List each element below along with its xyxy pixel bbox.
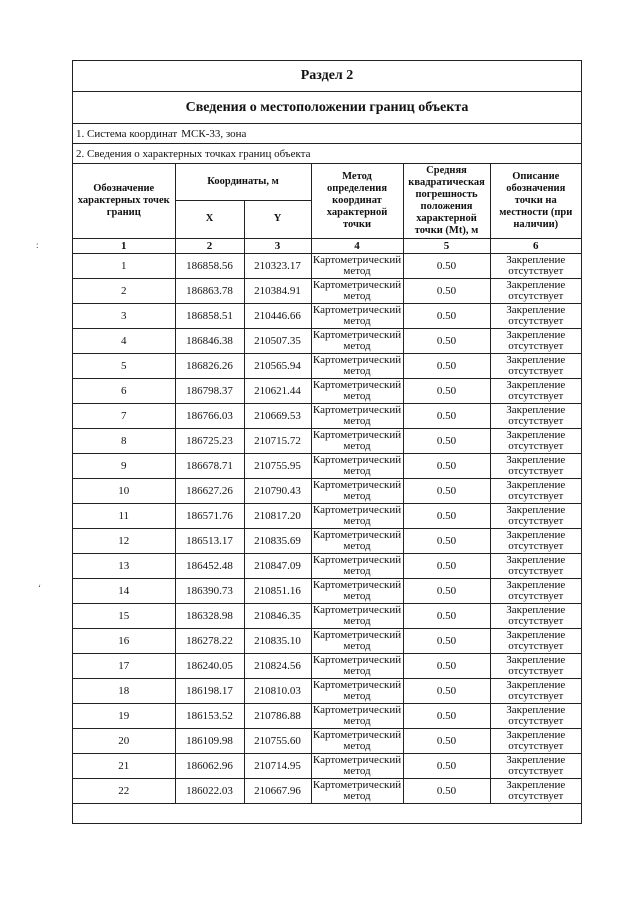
table-row — [73, 428, 581, 453]
y-coordinate-cell: 210851.16 — [244, 578, 311, 603]
header-description: Описание обозначения точки на местности (при наличии) — [490, 164, 581, 238]
point-number-cell: 13 — [73, 553, 175, 578]
description-cell: Закрепление отсутствует — [490, 728, 581, 753]
point-number-cell: 8 — [73, 428, 175, 453]
error-cell: 0.50 — [403, 703, 490, 728]
point-number-cell: 19 — [73, 703, 175, 728]
description-cell: Закрепление отсутствует — [490, 253, 581, 278]
x-coordinate-cell: 186022.03 — [175, 778, 244, 803]
error-cell: 0.50 — [403, 628, 490, 653]
method-cell: Картометрический метод — [312, 428, 402, 452]
point-number-cell: 12 — [73, 528, 175, 553]
y-coordinate-cell: 210835.69 — [244, 528, 311, 553]
point-number-cell: 9 — [73, 453, 175, 478]
point-number-cell: 22 — [73, 778, 175, 803]
x-coordinate-cell: 186109.98 — [175, 728, 244, 753]
point-number-cell: 6 — [73, 378, 175, 403]
point-number-cell: 14 — [73, 578, 175, 603]
column-number: 3 — [244, 238, 311, 253]
table-row — [73, 278, 581, 303]
point-number-cell: 17 — [73, 653, 175, 678]
description-cell: Закрепление отсутствует — [490, 628, 581, 653]
method-cell: Картометрический метод — [312, 378, 402, 402]
method-cell: Картометрический метод — [312, 503, 402, 527]
table-row — [73, 703, 581, 728]
column-number: 4 — [311, 238, 403, 253]
table-row — [73, 453, 581, 478]
scan-mark: ‘ — [38, 583, 41, 593]
error-cell: 0.50 — [403, 403, 490, 428]
method-cell: Картометрический метод — [312, 253, 402, 277]
description-cell: Закрепление отсутствует — [490, 378, 581, 403]
method-cell: Картометрический метод — [312, 728, 402, 752]
document-heading: Сведения о местоположении границ объекта — [73, 92, 581, 124]
column-numbers-row — [73, 238, 581, 253]
point-number-cell: 3 — [73, 303, 175, 328]
method-cell: Картометрический метод — [312, 753, 402, 777]
x-coordinate-cell: 186390.73 — [175, 578, 244, 603]
method-cell: Картометрический метод — [312, 678, 402, 702]
table-row — [73, 503, 581, 528]
x-coordinate-cell: 186198.17 — [175, 678, 244, 703]
x-coordinate-cell: 186571.76 — [175, 503, 244, 528]
header-coordinates: Координаты, м — [175, 164, 311, 200]
point-number-cell: 11 — [73, 503, 175, 528]
x-coordinate-cell: 186826.26 — [175, 353, 244, 378]
table-body — [73, 253, 581, 803]
method-cell: Картометрический метод — [312, 578, 402, 602]
point-number-cell: 2 — [73, 278, 175, 303]
table-row — [73, 528, 581, 553]
description-cell: Закрепление отсутствует — [490, 303, 581, 328]
point-number-cell: 16 — [73, 628, 175, 653]
description-cell: Закрепление отсутствует — [490, 328, 581, 353]
x-coordinate-cell: 186766.03 — [175, 403, 244, 428]
boundary-points-table — [73, 164, 581, 804]
table-row — [73, 678, 581, 703]
y-coordinate-cell: 210835.10 — [244, 628, 311, 653]
coordinate-system-label: 1. Система координат — [76, 127, 178, 140]
y-coordinate-cell: 210565.94 — [244, 353, 311, 378]
error-cell: 0.50 — [403, 453, 490, 478]
method-cell: Картометрический метод — [312, 453, 402, 477]
y-coordinate-cell: 210384.91 — [244, 278, 311, 303]
description-cell: Закрепление отсутствует — [490, 428, 581, 453]
points-info-line: 2. Сведения о характерных точках границ объекта — [73, 144, 581, 164]
description-cell: Закрепление отсутствует — [490, 553, 581, 578]
y-coordinate-cell: 210669.53 — [244, 403, 311, 428]
scan-mark: : — [36, 240, 39, 250]
x-coordinate-cell: 186452.48 — [175, 553, 244, 578]
error-cell: 0.50 — [403, 653, 490, 678]
table-row — [73, 653, 581, 678]
error-cell: 0.50 — [403, 278, 490, 303]
y-coordinate-cell: 210817.20 — [244, 503, 311, 528]
column-number: 1 — [73, 238, 175, 253]
y-coordinate-cell: 210846.35 — [244, 603, 311, 628]
description-cell: Закрепление отсутствует — [490, 403, 581, 428]
description-cell: Закрепление отсутствует — [490, 478, 581, 503]
y-coordinate-cell: 210824.56 — [244, 653, 311, 678]
x-coordinate-cell: 186798.37 — [175, 378, 244, 403]
point-number-cell: 20 — [73, 728, 175, 753]
x-coordinate-cell: 186513.17 — [175, 528, 244, 553]
table-row — [73, 578, 581, 603]
table-row — [73, 303, 581, 328]
method-cell: Картометрический метод — [312, 328, 402, 352]
y-coordinate-cell: 210715.72 — [244, 428, 311, 453]
y-coordinate-cell: 210714.95 — [244, 753, 311, 778]
section-title: Раздел 2 — [73, 61, 581, 92]
y-coordinate-cell: 210323.17 — [244, 253, 311, 278]
method-cell: Картометрический метод — [312, 553, 402, 577]
point-number-cell: 4 — [73, 328, 175, 353]
error-cell: 0.50 — [403, 253, 490, 278]
method-cell: Картометрический метод — [312, 353, 402, 377]
y-coordinate-cell: 210667.96 — [244, 778, 311, 803]
error-cell: 0.50 — [403, 478, 490, 503]
table-row — [73, 628, 581, 653]
header-error: Средняя квадратическая погрешность положения характерной точки (Mt), м — [403, 164, 490, 238]
error-cell: 0.50 — [403, 778, 490, 803]
error-cell: 0.50 — [403, 753, 490, 778]
column-number: 2 — [175, 238, 244, 253]
x-coordinate-cell: 186627.26 — [175, 478, 244, 503]
error-cell: 0.50 — [403, 728, 490, 753]
table-row — [73, 753, 581, 778]
column-number: 6 — [490, 238, 581, 253]
x-coordinate-cell: 186725.23 — [175, 428, 244, 453]
error-cell: 0.50 — [403, 328, 490, 353]
y-coordinate-cell: 210507.35 — [244, 328, 311, 353]
table-row — [73, 328, 581, 353]
coordinate-system-line — [73, 124, 581, 144]
method-cell: Картометрический метод — [312, 303, 402, 327]
table-row — [73, 253, 581, 278]
error-cell: 0.50 — [403, 528, 490, 553]
x-coordinate-cell: 186863.78 — [175, 278, 244, 303]
point-number-cell: 5 — [73, 353, 175, 378]
y-coordinate-cell: 210621.44 — [244, 378, 311, 403]
y-coordinate-cell: 210810.03 — [244, 678, 311, 703]
description-cell: Закрепление отсутствует — [490, 503, 581, 528]
y-coordinate-cell: 210847.09 — [244, 553, 311, 578]
x-coordinate-cell: 186153.52 — [175, 703, 244, 728]
x-coordinate-cell: 186858.56 — [175, 253, 244, 278]
method-cell: Картометрический метод — [312, 628, 402, 652]
header-x: X — [175, 200, 244, 238]
table-row — [73, 728, 581, 753]
error-cell: 0.50 — [403, 678, 490, 703]
error-cell: 0.50 — [403, 428, 490, 453]
description-cell: Закрепление отсутствует — [490, 578, 581, 603]
table-row — [73, 553, 581, 578]
header-point: Обозначение характерных точек границ — [73, 164, 175, 238]
error-cell: 0.50 — [403, 303, 490, 328]
point-number-cell: 1 — [73, 253, 175, 278]
x-coordinate-cell: 186328.98 — [175, 603, 244, 628]
x-coordinate-cell: 186062.96 — [175, 753, 244, 778]
coordinate-system-value: МСК-33, зона — [181, 127, 247, 140]
y-coordinate-cell: 210786.88 — [244, 703, 311, 728]
method-cell: Картометрический метод — [312, 778, 402, 802]
error-cell: 0.50 — [403, 503, 490, 528]
point-number-cell: 18 — [73, 678, 175, 703]
method-cell: Картометрический метод — [312, 603, 402, 627]
x-coordinate-cell: 186846.38 — [175, 328, 244, 353]
description-cell: Закрепление отсутствует — [490, 753, 581, 778]
table-row — [73, 778, 581, 803]
document-frame — [72, 60, 582, 824]
description-cell: Закрепление отсутствует — [490, 778, 581, 803]
description-cell: Закрепление отсутствует — [490, 653, 581, 678]
error-cell: 0.50 — [403, 553, 490, 578]
method-cell: Картометрический метод — [312, 703, 402, 727]
method-cell: Картометрический метод — [312, 653, 402, 677]
error-cell: 0.50 — [403, 353, 490, 378]
method-cell: Картометрический метод — [312, 278, 402, 302]
point-number-cell: 10 — [73, 478, 175, 503]
description-cell: Закрепление отсутствует — [490, 603, 581, 628]
y-coordinate-cell: 210790.43 — [244, 478, 311, 503]
method-cell: Картометрический метод — [312, 478, 402, 502]
header-y: Y — [244, 200, 311, 238]
point-number-cell: 7 — [73, 403, 175, 428]
error-cell: 0.50 — [403, 603, 490, 628]
error-cell: 0.50 — [403, 378, 490, 403]
method-cell: Картометрический метод — [312, 528, 402, 552]
error-cell: 0.50 — [403, 578, 490, 603]
description-cell: Закрепление отсутствует — [490, 278, 581, 303]
x-coordinate-cell: 186278.22 — [175, 628, 244, 653]
method-cell: Картометрический метод — [312, 403, 402, 427]
table-row — [73, 378, 581, 403]
description-cell: Закрепление отсутствует — [490, 353, 581, 378]
table-row — [73, 353, 581, 378]
point-number-cell: 15 — [73, 603, 175, 628]
table-row — [73, 478, 581, 503]
table-row — [73, 603, 581, 628]
table-row — [73, 403, 581, 428]
x-coordinate-cell: 186240.05 — [175, 653, 244, 678]
header-method: Метод определения координат характерной точки — [311, 164, 403, 238]
x-coordinate-cell: 186678.71 — [175, 453, 244, 478]
description-cell: Закрепление отсутствует — [490, 703, 581, 728]
description-cell: Закрепление отсутствует — [490, 528, 581, 553]
y-coordinate-cell: 210755.95 — [244, 453, 311, 478]
y-coordinate-cell: 210755.60 — [244, 728, 311, 753]
description-cell: Закрепление отсутствует — [490, 453, 581, 478]
y-coordinate-cell: 210446.66 — [244, 303, 311, 328]
point-number-cell: 21 — [73, 753, 175, 778]
x-coordinate-cell: 186858.51 — [175, 303, 244, 328]
column-number: 5 — [403, 238, 490, 253]
description-cell: Закрепление отсутствует — [490, 678, 581, 703]
